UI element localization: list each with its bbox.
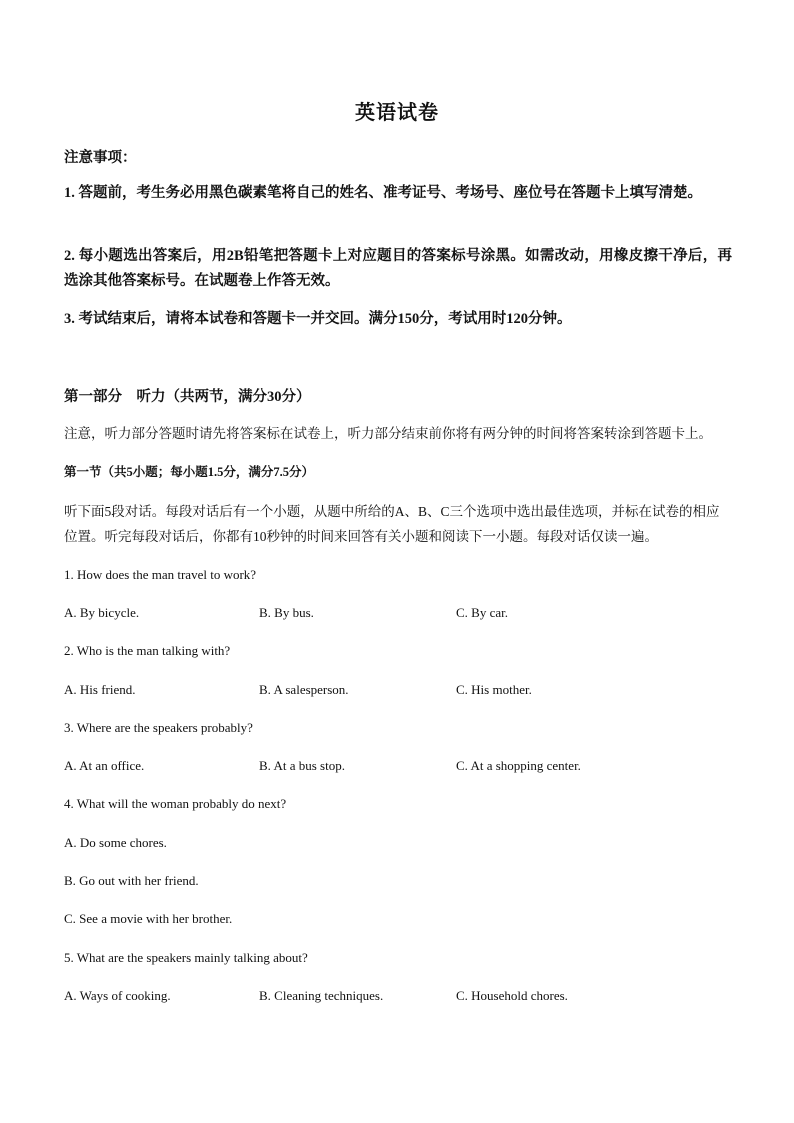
question-5-stem: 5. What are the speakers mainly talking about? <box>64 950 308 965</box>
question-5-option-c: C. Household chores. <box>456 988 568 1003</box>
notice-heading: 注意事项： <box>64 150 137 166</box>
question-3-option-c: C. At a shopping center. <box>456 758 581 773</box>
part1-title: 第一部分 听力（共两节，满分30分） <box>64 389 311 405</box>
question-4-option-b: B. Go out with her friend. <box>64 873 199 888</box>
section1-instructions: 听下面5段对话。每段对话后有一个小题，从题中所给的A、B、C三个选项中选出最佳选项，并标在试卷的相应位置。听完每段对话后，你都有10秒钟的时间来回答有关小题和阅读下一小题。每段对话仅读一遍。 <box>64 504 720 544</box>
question-2-option-c: C. His mother. <box>456 682 532 697</box>
question-5-option-a: A. Ways of cooking. <box>64 988 171 1003</box>
question-2-stem: 2. Who is the man talking with? <box>64 643 231 658</box>
question-1-option-c: C. By car. <box>456 605 508 620</box>
question-2-option-b: B. A salesperson. <box>259 682 349 697</box>
question-1-option-a: A. By bicycle. <box>64 605 140 620</box>
question-5-option-b: B. Cleaning techniques. <box>259 988 384 1003</box>
question-3-option-b: B. At a bus stop. <box>259 758 345 773</box>
page-title: 英语试卷 <box>355 102 439 124</box>
part1-note: 注意，听力部分答题时请先将答案标在试卷上，听力部分结束前你将有两分钟的时间将答案转涂到答题卡上。 <box>64 426 712 441</box>
question-1-stem: 1. How does the man travel to work? <box>64 567 257 582</box>
notice-item-1: 1. 答题前，考生务必用黑色碳素笔将自己的姓名、准考证号、考场号、座位号在答题卡上填写清楚。 <box>64 185 702 201</box>
question-2-option-a: A. His friend. <box>64 682 136 697</box>
question-3-stem: 3. Where are the speakers probably? <box>64 720 253 735</box>
question-4-stem: 4. What will the woman probably do next? <box>64 796 287 811</box>
section1-title: 第一节（共5小题；每小题1.5分，满分7.5分） <box>64 465 315 479</box>
notice-item-3: 3. 考试结束后，请将本试卷和答题卡一并交回。满分150分，考试用时120分钟。 <box>64 311 572 327</box>
question-4-option-c: C. See a movie with her brother. <box>64 911 233 926</box>
question-3-option-a: A. At an office. <box>64 758 145 773</box>
notice-item-2: 2. 每小题选出答案后，用2B铅笔把答题卡上对应题目的答案标号涂黑。如需改动，用橡皮擦干净后，再选涂其他答案标号。在试题卷上作答无效。 <box>64 248 732 289</box>
question-1-option-b: B. By bus. <box>259 605 314 620</box>
question-4-option-a: A. Do some chores. <box>64 835 167 850</box>
